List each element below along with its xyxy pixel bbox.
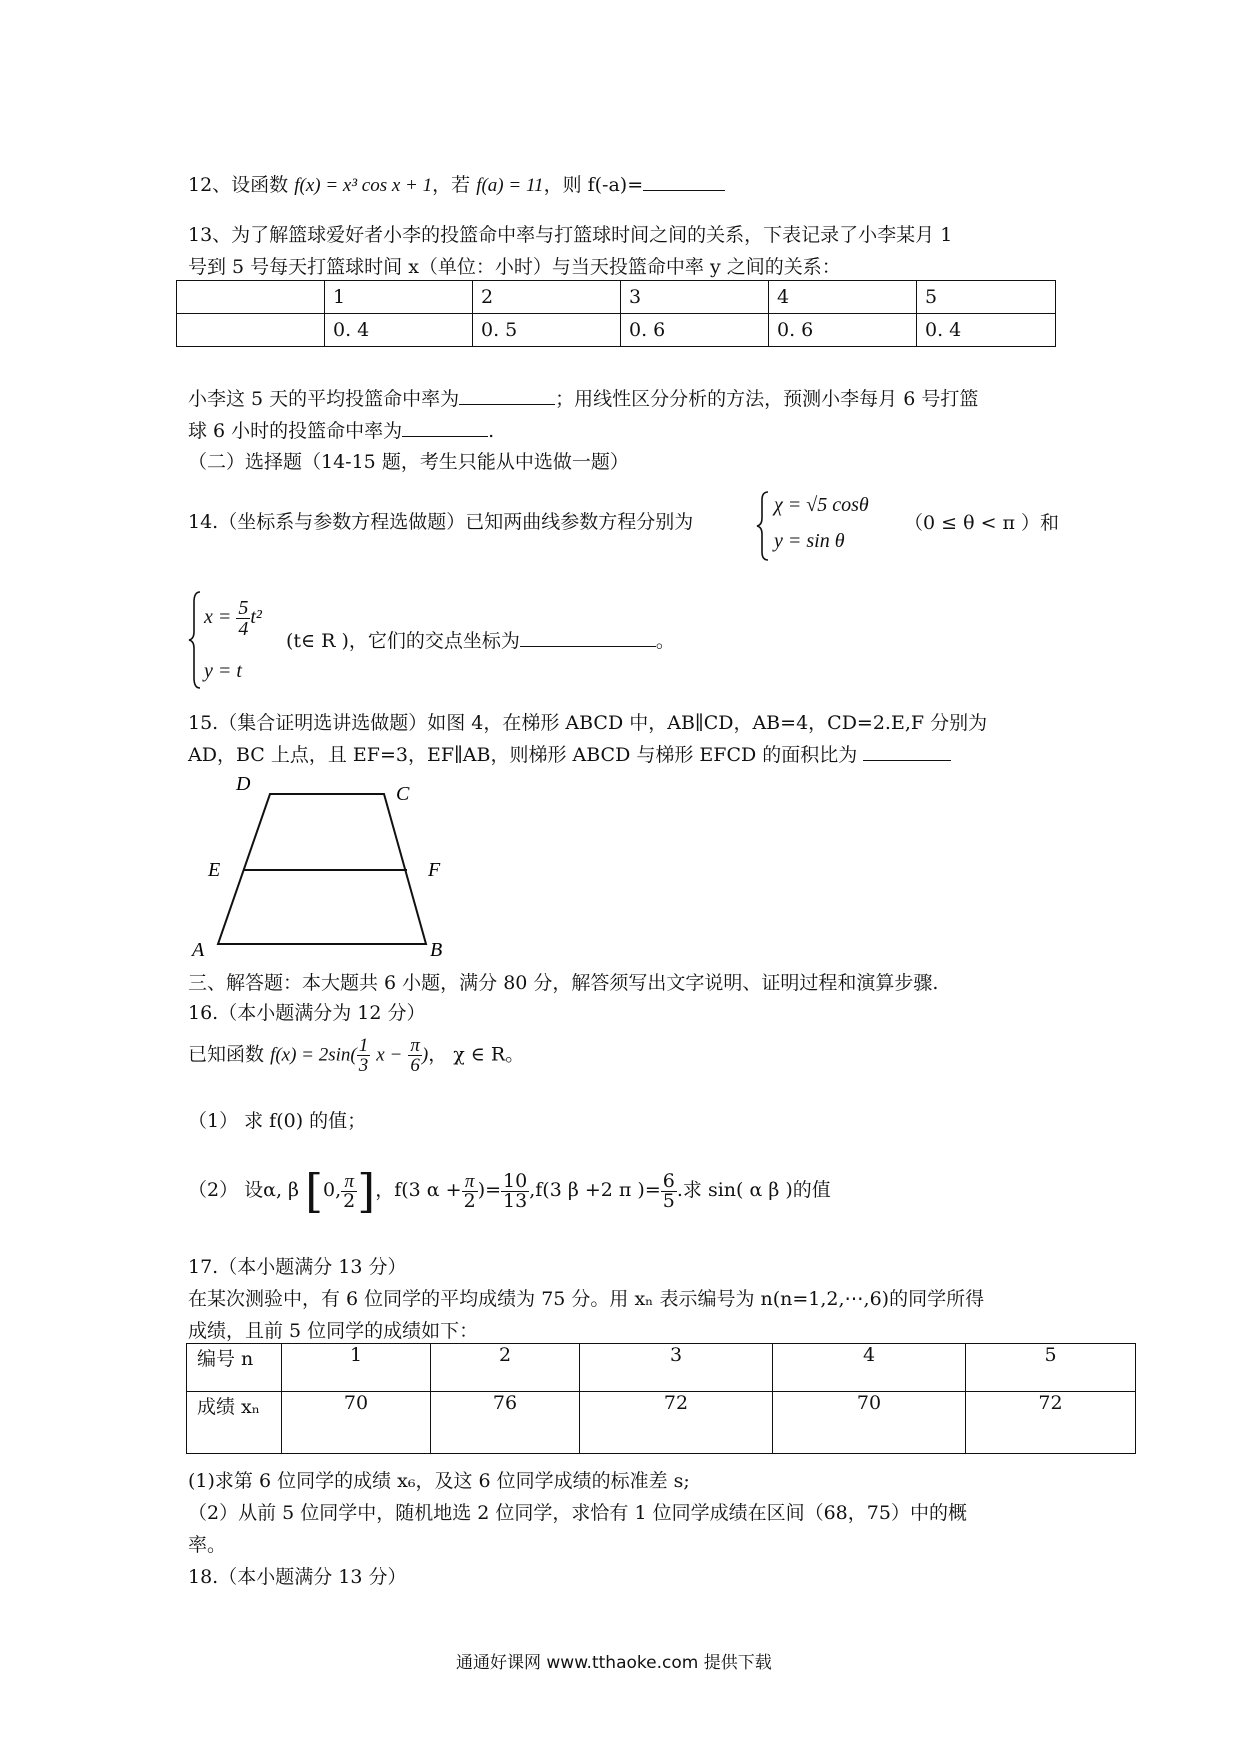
table-row (187, 1392, 1136, 1454)
bracket-close: ] (357, 1164, 376, 1218)
q12 (188, 170, 725, 197)
q13-line2: 号到 5 号每天打篮球时间 x（单位：小时）与当天投篮命中率 y 之间的关系： (188, 256, 841, 278)
table-cell: 76 (431, 1392, 580, 1454)
fraction (408, 1036, 422, 1075)
table-cell: 3 (580, 1344, 773, 1392)
q13-table (176, 280, 1056, 347)
q15-line2 (188, 740, 951, 767)
frac-den: 5 (662, 1189, 675, 1212)
q13-after1 (188, 384, 978, 411)
table-row (177, 281, 1056, 314)
q16-given-lead: 已知函数 (188, 1043, 265, 1066)
q16-interval-a: 0, (323, 1179, 342, 1201)
frac-num: 1 (358, 1035, 369, 1056)
frac-num: π (462, 1172, 478, 1192)
fraction (341, 1172, 357, 1211)
q14-eq2-lhs: x = (204, 606, 232, 629)
q14-eq2-num: 5 (238, 597, 249, 619)
q13-after1a: 小李这 5 天的平均投篮命中率为 (188, 388, 460, 410)
table-cell: 1 (325, 281, 473, 314)
brace-icon (188, 590, 202, 690)
table-cell: 2 (431, 1344, 580, 1392)
q14-eq2-t: t² (250, 606, 262, 629)
frac-den: 3 (358, 1055, 369, 1076)
frac-den: 2 (343, 1189, 356, 1212)
q14-range: （0 ≤ θ < π ）和 (904, 512, 1060, 534)
q14-eq1-bottom: y = sin θ (774, 530, 845, 552)
table-cell: 0. 5 (473, 314, 621, 347)
q17-part1: (1)求第 6 位同学的成绩 x₆，及这 6 位同学成绩的标准差 s; (188, 1470, 690, 1492)
q16-part2 (188, 1164, 831, 1218)
q16-head: 16.（本小题满分为 12 分） (188, 1002, 426, 1024)
table-cell: 编号 n (187, 1344, 282, 1392)
section3-heading: 三、解答题：本大题共 6 小题，满分 80 分，解答须写出文字说明、证明过程和演算步骤. (188, 972, 939, 994)
q16-given-domain: ， χ ∈ R。 (428, 1043, 525, 1066)
table-cell: 4 (773, 1344, 966, 1392)
q16-given (188, 1036, 524, 1075)
q17-head: 17.（本小题满分 13 分） (188, 1256, 407, 1278)
q14-param-text: (t∈ R )，它们的交点坐标为 (286, 630, 520, 652)
q17-part2a: （2）从前 5 位同学中，随机地选 2 位同学，求恰有 1 位同学成绩在区间（68，75）中的概 (188, 1502, 967, 1524)
table-cell: 72 (580, 1392, 773, 1454)
table-cell: 0. 6 (621, 314, 769, 347)
frac-num: 6 (662, 1169, 675, 1192)
q14-eq2-param (286, 626, 675, 653)
q13-line1: 13、为了解篮球爱好者小李的投篮命中率与打篮球时间之间的关系，下表记录了小李某月 1 (188, 224, 953, 246)
table-cell (177, 281, 325, 314)
frac-den: 6 (410, 1055, 420, 1076)
answer-blank (643, 189, 725, 191)
fraction (462, 1172, 478, 1211)
q14-end: 。 (655, 630, 675, 652)
q16-p2-eq1: )= (477, 1179, 502, 1201)
q16-part1: （1） 求 f(0) 的值； (188, 1110, 367, 1132)
table-cell (177, 314, 325, 347)
table-cell: 70 (773, 1392, 966, 1454)
q12-func: f(x) = x³ cos x + 1 (294, 175, 433, 196)
frac-num: 10 (503, 1169, 528, 1192)
label-b: B (430, 939, 443, 960)
page-footer: 通通好课网 www.tthaoke.com 提供下载 (456, 1653, 772, 1673)
label-c: C (396, 783, 410, 805)
table-cell: 70 (282, 1392, 431, 1454)
q16-given-close: ) (421, 1044, 429, 1066)
brace-icon (756, 490, 770, 562)
q12-lead: 12、设函数 (188, 174, 289, 196)
table-cell: 2 (473, 281, 621, 314)
frac-den: 13 (503, 1189, 528, 1212)
frac-den: 2 (463, 1189, 476, 1212)
table-cell: 5 (917, 281, 1056, 314)
label-e: E (208, 859, 221, 881)
frac-num: π (410, 1035, 420, 1056)
fraction (501, 1169, 529, 1212)
table-cell: 成绩 xₙ (187, 1392, 282, 1454)
q17-line2: 成绩，且前 5 位同学的成绩如下： (188, 1320, 479, 1342)
answer-blank (863, 759, 951, 761)
q15-line2-text: AD，BC 上点，且 EF=3，EF∥AB，则梯形 ABCD 与梯形 EFCD 的面积比为 (188, 744, 858, 766)
q16-given-func: f(x) = 2sin( (270, 1044, 357, 1066)
table-cell: 3 (621, 281, 769, 314)
q12-cond-math: f(a) = 11 (476, 175, 544, 196)
q14-eq2-top (204, 598, 262, 639)
q13-after2 (188, 416, 494, 443)
trapezoid-figure (186, 770, 476, 960)
bracket-open: [ (305, 1164, 324, 1218)
q17-table (186, 1343, 1136, 1454)
q13-after1b: ；用线性区分分析的方法，预测小李每月 6 号打篮 (555, 388, 979, 410)
q16-given-mid: x − (376, 1044, 403, 1066)
table-cell: 0. 4 (325, 314, 473, 347)
answer-blank (520, 645, 656, 647)
q14-eq2-den: 4 (238, 618, 249, 640)
q17-line1: 在某次测验中，有 6 位同学的平均成绩为 75 分。用 xₙ 表示编号为 n(n=1,2,⋯,6)的同学所得 (188, 1288, 985, 1310)
q16-p2-tail: .求 sin( α β )的值 (676, 1179, 831, 1201)
label-f: F (428, 859, 441, 881)
q18-head: 18.（本小题满分 13 分） (188, 1566, 407, 1588)
q16-p2-f2: ,f(3 β +2 π )= (529, 1179, 661, 1201)
table-cell: 4 (769, 281, 917, 314)
frac-num: π (341, 1172, 357, 1192)
fraction (357, 1036, 371, 1075)
table-cell: 0. 6 (769, 314, 917, 347)
answer-blank (459, 403, 555, 405)
q17-part2b: 率。 (188, 1534, 227, 1556)
table-cell: 5 (966, 1344, 1136, 1392)
q12-cond: ，若 (432, 174, 471, 196)
q16-p2-f1: ，f(3 α + (375, 1179, 462, 1201)
q12-tail: ，则 f(-a)= (543, 174, 644, 196)
table-row (187, 1344, 1136, 1392)
answer-blank (402, 435, 488, 437)
table-cell: 1 (282, 1344, 431, 1392)
q14-lead: 14.（坐标系与参数方程选做题）已知两曲线参数方程分别为 (188, 511, 694, 533)
label-d: D (236, 773, 251, 795)
q13-after2b: . (488, 420, 495, 442)
table-cell: 0. 4 (917, 314, 1056, 347)
q16-p2-lead: （2） 设α, β (188, 1179, 300, 1201)
q13-after2a: 球 6 小时的投篮命中率为 (188, 420, 403, 442)
q15-line1: 15.（集合证明选讲选做题）如图 4，在梯形 ABCD 中，AB∥CD，AB=4，CD=2.E,F 分别为 (188, 712, 988, 734)
table-row (177, 314, 1056, 347)
section2-heading: （二）选择题（14-15 题，考生只能从中选做一题） (188, 451, 629, 473)
fraction (236, 598, 250, 639)
fraction (661, 1169, 677, 1212)
q14-eq1-top: χ = √5 cosθ (774, 494, 869, 516)
q14-eq2-bottom: y = t (204, 660, 242, 682)
table-cell: 72 (966, 1392, 1136, 1454)
label-a: A (192, 939, 205, 960)
